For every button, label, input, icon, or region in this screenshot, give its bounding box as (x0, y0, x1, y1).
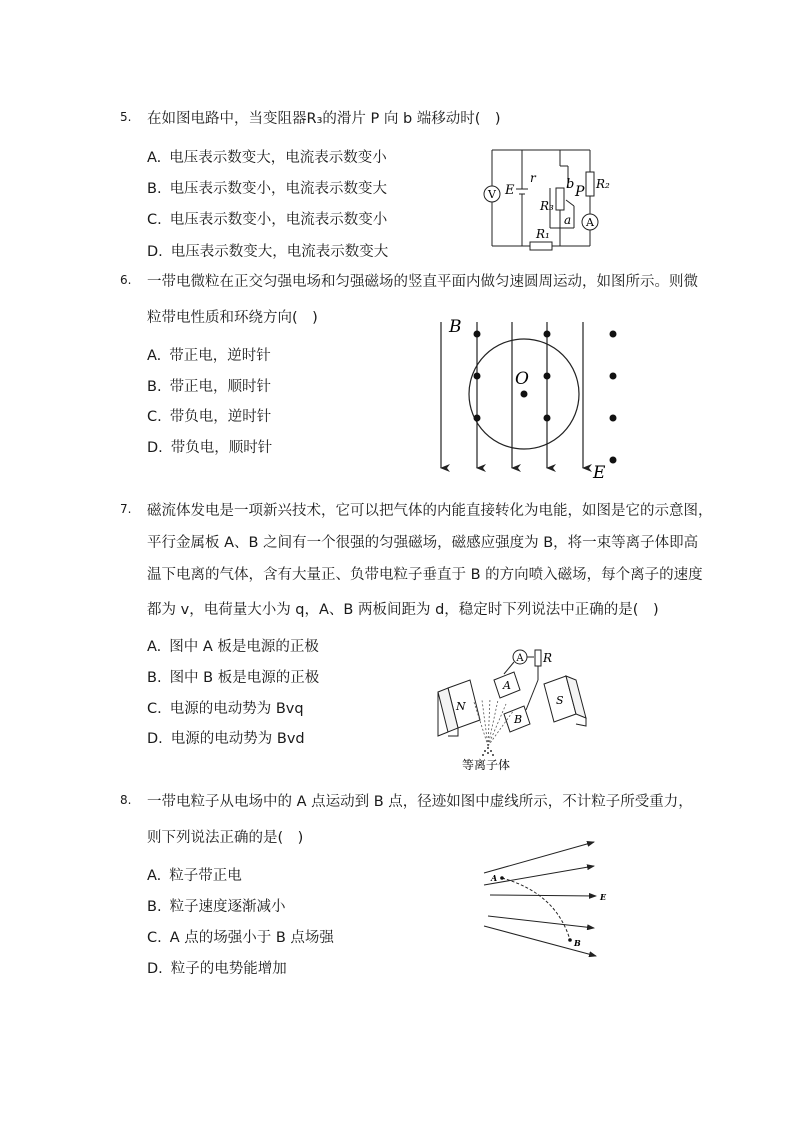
q7-stem-line-4: 都为 v，电荷量大小为 q，A、B 两板间距为 d，稳定时下列说法中正确的是( ) (147, 602, 659, 618)
point-a (500, 876, 504, 880)
q8-number: 8. (120, 793, 132, 807)
option-text: 电压表示数变大，电流表示数变大 (170, 244, 389, 260)
r1-resistor (530, 242, 552, 250)
option-letter: A. (147, 348, 162, 364)
field-line (488, 916, 594, 928)
plasma-caption: 等离子体 (461, 758, 511, 772)
option-text: 电源的电动势为 Bvq (169, 701, 304, 717)
plate-a-label: A (503, 679, 511, 692)
field-line (490, 895, 596, 896)
q7-mhd-figure (438, 640, 598, 775)
q7-stem-line-3: 温下电离的气体，含有大量正、负带电粒子垂直于 B 的方向喷入磁场，每个离子的速度 (147, 567, 703, 583)
option-text: 带负电，逆时针 (169, 409, 272, 425)
q6-stem-line-2: 粒带电性质和环绕方向( ) (147, 310, 318, 326)
option-text: 电压表示数变小，电流表示数变小 (169, 212, 388, 228)
q6-option-d (147, 436, 272, 457)
resistor-r (535, 650, 541, 666)
magnet-n-label: N (456, 700, 466, 713)
point-b-label: B (574, 938, 581, 948)
option-text: A 点的场强小于 B 点场强 (169, 930, 334, 946)
option-letter: D. (147, 244, 163, 260)
q5-circuit-figure (478, 142, 618, 252)
q8-option-b (147, 895, 286, 916)
b-field-label: B (449, 317, 462, 337)
plate-b-label: B (514, 713, 523, 726)
q5-option-c (147, 208, 387, 229)
q7-stem-line-2: 平行金属板 A、B 之间有一个很强的匀强磁场，磁感应强度为 B，将一束等离子体即高 (147, 535, 699, 551)
option-letter: B. (147, 899, 162, 915)
q8-stem-line-2: 则下列说法正确的是( ) (147, 830, 304, 846)
option-text: 带负电，顺时针 (170, 440, 273, 456)
option-letter: D. (147, 440, 163, 456)
q6-field-figure (435, 312, 635, 482)
option-letter: C. (147, 212, 162, 228)
option-letter: B. (147, 670, 162, 686)
q6-option-a (147, 344, 271, 365)
q5-stem: 在如图电路中，当变阻器R₃的滑片 P 向 b 端移动时( ) (147, 111, 501, 127)
option-letter: C. (147, 701, 162, 717)
point-b (568, 938, 572, 942)
option-letter: C. (147, 930, 162, 946)
q5-option-a (147, 146, 387, 167)
field-e-label: E (600, 892, 607, 902)
r2-resistor (586, 172, 594, 196)
emf-label: E (505, 183, 515, 198)
slider-p-label: P (575, 184, 585, 200)
option-text: 电源的电动势为 Bvd (170, 731, 305, 747)
q7-option-a (147, 635, 319, 656)
option-letter: A. (147, 639, 162, 655)
point-a-label: A (491, 873, 498, 883)
terminal-b-label: b (566, 177, 575, 192)
ammeter-label: A (516, 653, 524, 664)
q5-option-b (147, 177, 387, 198)
particle-trajectory (502, 878, 570, 940)
option-text: 带正电，逆时针 (169, 348, 271, 364)
option-letter: B. (147, 379, 162, 395)
q7-option-b (147, 666, 319, 687)
q6-option-c (147, 405, 271, 426)
ammeter-label: A (586, 216, 594, 229)
q8-option-a (147, 864, 242, 885)
option-text: 电压表示数变大，电流表示数变小 (169, 150, 387, 166)
r2-label: R₂ (596, 177, 610, 191)
e-field-label: E (593, 463, 606, 483)
center-point (521, 391, 528, 398)
q5-option-d (147, 240, 388, 261)
q8-stem-line-1: 一带电粒子从电场中的 A 点运动到 B 点，径迹如图中虚线所示，不计粒子所受重力， (147, 794, 693, 810)
q7-option-d (147, 727, 305, 748)
option-letter: A. (147, 868, 162, 884)
q6-number: 6. (120, 273, 132, 287)
center-o-label: O (515, 369, 529, 389)
terminal-a-label: a (564, 213, 572, 227)
q7-number: 7. (120, 502, 132, 516)
option-letter: D. (147, 961, 163, 977)
q5-number: 5. (120, 110, 132, 124)
r3-label: R₃ (540, 199, 554, 213)
q6-option-b (147, 375, 271, 396)
q6-stem-line-1: 一带电微粒在正交匀强电场和匀强磁场的竖直平面内做匀速圆周运动，如图所示。则微 (147, 274, 698, 290)
q8-option-d (147, 957, 287, 978)
option-text: 粒子带正电 (169, 868, 242, 884)
resistor-r-label: R (543, 651, 553, 665)
voltmeter-label: V (488, 188, 496, 201)
option-letter: B. (147, 181, 162, 197)
r1-label: R₁ (536, 227, 550, 241)
option-text: 粒子速度逐渐减小 (169, 899, 286, 915)
option-letter: A. (147, 150, 162, 166)
option-letter: C. (147, 409, 162, 425)
q8-field-figure (484, 838, 614, 963)
option-text: 图中 A 板是电源的正极 (169, 639, 319, 655)
q8-option-c (147, 926, 334, 947)
q7-option-c (147, 697, 304, 718)
option-letter: D. (147, 731, 163, 747)
magnet-s-label: S (556, 694, 564, 707)
option-text: 电压表示数变小，电流表示数变大 (169, 181, 388, 197)
option-text: 粒子的电势能增加 (170, 961, 287, 977)
option-text: 带正电，顺时针 (169, 379, 272, 395)
internal-resistance-label: r (530, 171, 536, 185)
option-text: 图中 B 板是电源的正极 (169, 670, 320, 686)
q7-stem-line-1: 磁流体发电是一项新兴技术，它可以把气体的内能直接转化为电能，如图是它的示意图， (147, 503, 713, 519)
